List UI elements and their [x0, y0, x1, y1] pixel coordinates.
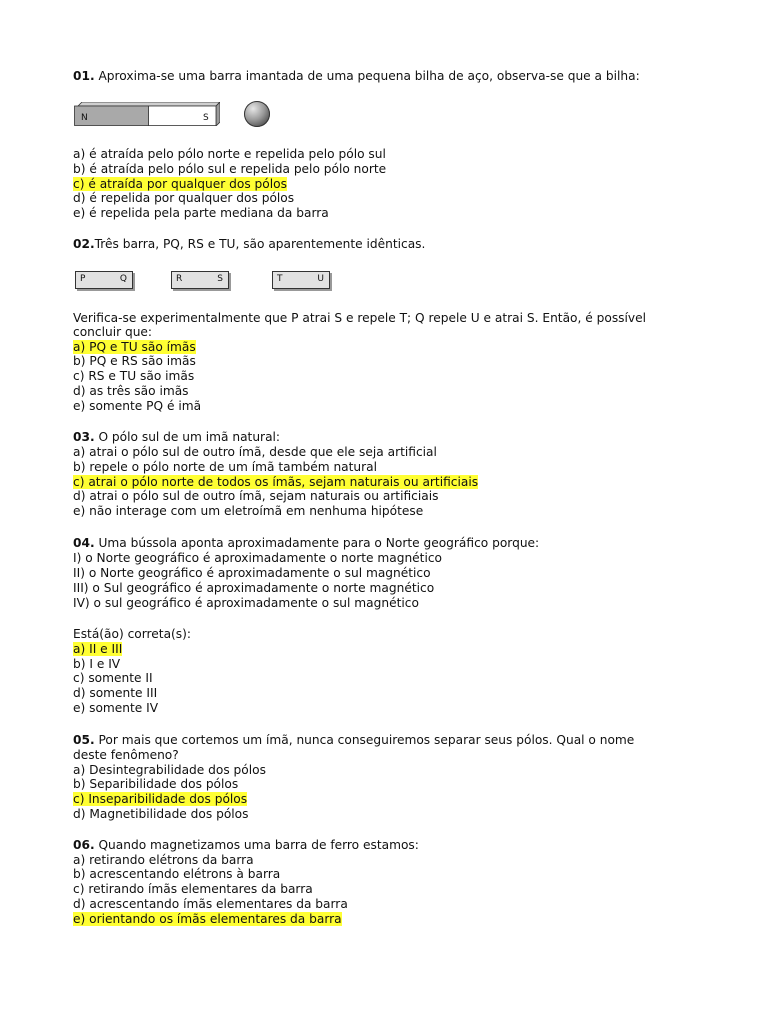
q4-statement-4: IV) o sul geográfico é aproximadamente o sul magnético [73, 596, 419, 610]
magnet-north-label: N [81, 113, 88, 123]
steel-ball [244, 101, 270, 127]
q5-number: 05. [73, 733, 95, 747]
bar-rs [171, 271, 229, 289]
bar-magnet-figure [74, 102, 220, 126]
bar-rs-left: R [176, 274, 183, 284]
q2-stem [73, 237, 425, 252]
q5-text-line2: deste fenômeno? [73, 748, 179, 762]
q4-statement-3: III) o Sul geográfico é aproximadamente o norte magnético [73, 581, 435, 595]
q2-option-c: c) RS e TU são imãs [73, 369, 195, 383]
q3-option-c: c) atrai o pólo norte de todos os ímãs, sejam naturais ou artificiais [73, 475, 479, 489]
q2-option-e: e) somente PQ é imã [73, 399, 202, 413]
bar-tu [272, 271, 330, 289]
q4-number: 04. [73, 536, 95, 550]
q6-option-e: e) orientando os ímãs elementares da barra [73, 912, 342, 926]
q4-statement-2: II) o Norte geográfico é aproximadamente o sul magnético [73, 566, 431, 580]
q1-text: Aproxima-se uma barra imantada de uma pequena bilha de aço, observa-se que a bilha: [94, 69, 640, 83]
q5-text: Por mais que cortemos um ímã, nunca conseguiremos separar seus pólos. Qual o nome [94, 733, 635, 747]
q2-stem-line2: concluir que: [73, 325, 153, 339]
q6-option-d: d) acrescentando ímãs elementares da barra [73, 897, 348, 911]
q5-option-d: d) Magnetibilidade dos pólos [73, 807, 249, 821]
magnet-south-label: S [203, 113, 209, 123]
bar-pq [75, 271, 133, 289]
q4-stem [73, 536, 539, 551]
q2-stem-line1: Verifica-se experimentalmente que P atrai S e repele T; Q repele U e atrai S. Então, é possível [73, 311, 646, 325]
q3-number: 03. [73, 430, 95, 444]
q4-statement-1: I) o Norte geográfico é aproximadamente o norte magnético [73, 551, 442, 565]
q4-prompt: Está(ão) correta(s): [73, 627, 192, 641]
q2-option-d: d) as três são imãs [73, 384, 189, 398]
q4-option-e: e) somente IV [73, 701, 159, 715]
q5-option-a: a) Desintegrabilidade dos pólos [73, 763, 266, 777]
q3-stem [73, 430, 280, 445]
q1-option-e: e) é repelida pela parte mediana da barra [73, 206, 329, 220]
q2-text: Três barra, PQ, RS e TU, são aparentemente idênticas. [94, 237, 426, 251]
q4-text: Uma bússola aponta aproximadamente para o Norte geográfico porque: [94, 536, 540, 550]
bar-rs-right: S [217, 274, 223, 284]
q1-option-c: c) é atraída por qualquer dos pólos [73, 177, 287, 191]
q4-option-b: b) I e IV [73, 657, 121, 671]
q1-stem [73, 69, 640, 84]
q5-option-b: b) Separibilidade dos pólos [73, 777, 239, 791]
q2-option-a: a) PQ e TU são ímãs [73, 340, 196, 354]
bar-tu-right: U [317, 274, 324, 284]
q4-option-a: a) II e III [73, 642, 123, 656]
q6-text: Quando magnetizamos uma barra de ferro estamos: [94, 838, 419, 852]
q4-option-c: c) somente II [73, 671, 153, 685]
q3-option-b: b) repele o pólo norte de um ímã também natural [73, 460, 378, 474]
q2-option-b: b) PQ e RS são imãs [73, 354, 196, 368]
q4-option-d: d) somente III [73, 686, 158, 700]
q6-option-b: b) acrescentando elétrons à barra [73, 867, 281, 881]
q5-stem [73, 733, 634, 748]
q1-option-b: b) é atraída pelo pólo sul e repelida pelo pólo norte [73, 162, 387, 176]
q6-stem [73, 838, 419, 853]
q5-option-c: c) Inseparibilidade dos pólos [73, 792, 248, 806]
q1-number: 01. [73, 69, 95, 83]
bar-tu-left: T [277, 274, 283, 284]
q1-option-d: d) é repelida por qualquer dos pólos [73, 191, 295, 205]
q3-option-e: e) não interage com um eletroímã em nenhuma hipótese [73, 504, 424, 518]
q1-option-a: a) é atraída pelo pólo norte e repelida pelo pólo sul [73, 147, 386, 161]
q6-option-c: c) retirando ímãs elementares da barra [73, 882, 313, 896]
q3-text: O pólo sul de um imã natural: [94, 430, 281, 444]
q2-number: 02. [73, 237, 95, 251]
q6-number: 06. [73, 838, 95, 852]
q3-option-d: d) atrai o pólo sul de outro ímã, sejam naturais ou artificiais [73, 489, 439, 503]
q3-option-a: a) atrai o pólo sul de outro ímã, desde que ele seja artificial [73, 445, 437, 459]
bar-pq-right: Q [119, 274, 127, 284]
bar-pq-left: P [80, 274, 86, 284]
q6-option-a: a) retirando elétrons da barra [73, 853, 254, 867]
